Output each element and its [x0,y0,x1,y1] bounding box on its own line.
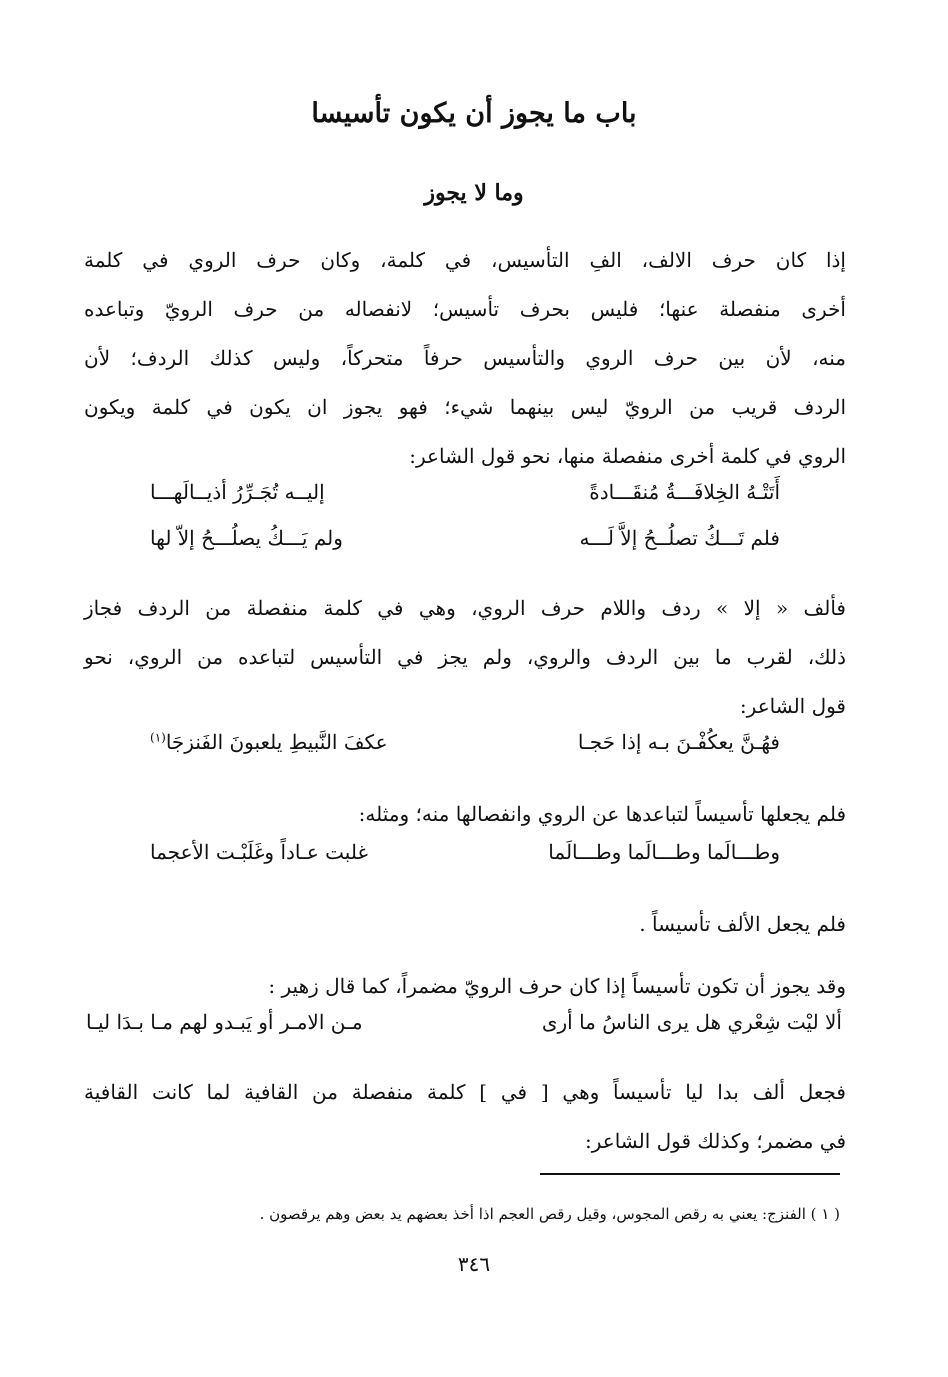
paragraph-line: فلم يجعلها تأسيساً لتباعدها عن الروي وانفصالها منه؛ ومثله: [358,802,846,826]
footnote-divider [540,1173,840,1175]
verse-hemistich-first: أَتَتْـهُ الخِلافَـــةُ مُنقَـــادةً [589,480,780,504]
verse-hemistich-text: عكفَ النَّبيطِ يلعبونَ الفَنزجَا [165,730,388,754]
paragraph-line: ذلك، لقرب ما بين الردف والروي، ولم يجز في التأسيس لتباعده من الروي، نحو [84,645,846,669]
verse-1 [150,480,780,524]
paragraph-line: فلم يجعل الألف تأسيساً . [639,912,846,936]
verse-hemistich-second [150,730,388,754]
verse-hemistich-second: مـن الامـر أو يَبـدو لهم مـا بـدَا ليـا [86,1010,363,1034]
verse-5 [86,1010,842,1054]
verse-hemistich-first: فلم تَـــكُ تصلُــحُ إلاَّ لَـــه [579,526,780,550]
paragraph-1 [84,236,846,481]
verse-hemistich-second: غلبت عـاداً وغَلَبْـت الأعجما [150,840,368,864]
paragraph-2 [84,584,846,731]
paragraph-line: إذا كان حرف الالف، الفِ التأسيس، في كلمة، وكان حرف الروي في كلمة [84,248,846,272]
paragraph-line: منه، لأن بين حرف الروي والتأسيس حرفاً متحركاً، وليس كذلك الردف؛ لأن [84,346,846,370]
paragraph-line: وقد يجوز أن تكون تأسيساً إذا كان حرف الرويّ مضمراً، كما قال زهير : [268,974,846,998]
verse-3 [150,730,780,774]
footnote: ( ١ ) الفنزج: يعني به رقص المجوس، وقيل رقص العجم اذا أخذ بعضهم يد بعض وهم يرقصون . [259,1205,840,1223]
verse-4 [150,840,780,884]
page-number: ٣٤٦ [457,1252,491,1276]
verse-hemistich-first: ألا ليْت شِعْري هل يرى الناسُ ما أرى [541,1010,842,1034]
paragraph-line: قول الشاعر: [739,694,846,718]
chapter-subtitle: وما لا يجوز [424,180,524,206]
verse-2 [150,526,780,570]
verse-hemistich-second: إليــه تُجَـرِّرُ أذيــالَهـــا [150,480,325,504]
footnote-marker: (١) [150,730,166,745]
paragraph-5 [84,962,846,1011]
paragraph-line: الروي في كلمة أخرى منفصلة منها، نحو قول الشاعر: [409,444,846,468]
paragraph-line: فألف « إلا » ردف واللام حرف الروي، وهي في كلمة منفصلة من الردف فجاز [84,596,846,620]
paragraph-line: في مضمر؛ وكذلك قول الشاعر: [584,1129,846,1153]
paragraph-line: الردف قريب من الرويّ ليس بينهما شيء؛ فهو يجوز ان يكون في كلمة ويكون [84,395,846,419]
paragraph-line: فجعل ألف بدا ليا تأسيساً وهي [ في ] كلمة منفصلة من القافية لما كانت القافية [84,1080,846,1104]
verse-hemistich-second: ولم يَـــكُ يصلُـــحُ إلاّ لها [150,526,343,550]
paragraph-4 [84,900,846,949]
chapter-title: باب ما يجوز أن يكون تأسيسا [311,98,637,129]
paragraph-6 [84,1068,846,1166]
verse-hemistich-first: وطـــالَما وطـــالَما وطـــالَما [548,840,780,864]
verse-hemistich-first: فهُـنَّ يعكُفْـنَ بـه إذا حَجـا [577,730,780,754]
paragraph-3 [84,790,846,839]
paragraph-line: أخرى منفصلة عنها؛ فليس بحرف تأسيس؛ لانفصاله من حرف الرويّ وتباعده [84,297,846,321]
